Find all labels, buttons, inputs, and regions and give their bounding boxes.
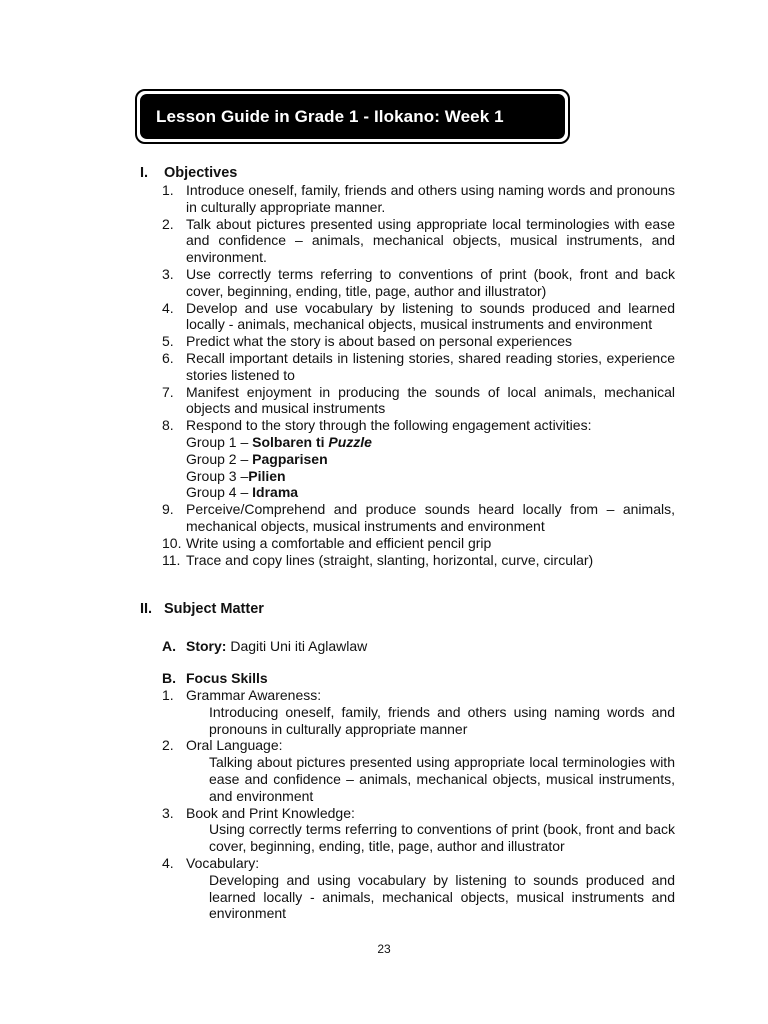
group-name-italic: Puzzle: [328, 433, 372, 450]
story-line: [162, 638, 675, 655]
skill-item: [162, 737, 675, 754]
item-text: Respond to the story through the following engagement activities:: [186, 417, 592, 434]
item-text: Introduce oneself, family, friends and others using naming words and pronouns in culturally appropriate manner.: [186, 182, 675, 215]
list-item: [162, 300, 675, 334]
list-item: [162, 350, 675, 384]
skill-description: Developing and using vocabulary by listening to sounds produced and learned locally - animals, mechanical objects, musical instruments and environment: [209, 871, 675, 922]
item-text: Predict what the story is about based on personal experiences: [186, 333, 573, 350]
group-activity: [162, 434, 675, 451]
page-title: Lesson Guide in Grade 1 - Ilokano: Week 1: [140, 94, 565, 139]
list-item: [162, 417, 675, 434]
item-text: Write using a comfortable and efficient pencil grip: [186, 534, 492, 551]
section-title: Objectives: [164, 165, 238, 181]
section-numeral: I.: [140, 165, 149, 181]
skill-name: Vocabulary:: [186, 854, 260, 871]
skill-description: Talking about pictures presented using appropriate local terminologies with ease and confidence – animals, mechanical objects, musical instruments, and environment: [209, 754, 675, 804]
subsection-letter: A.: [162, 638, 176, 654]
focus-skills-section: [162, 670, 675, 922]
skill-description: Introducing oneself, family, friends and others using naming words and pronouns in culturally appropriate manner: [209, 703, 675, 737]
focus-skills-heading: [162, 670, 675, 687]
skill-name: Book and Print Knowledge:: [186, 804, 355, 821]
skill-name: Oral Language:: [186, 737, 283, 754]
group-activity: [162, 468, 675, 485]
group-name: Pagparisen: [252, 450, 328, 467]
group-label: Group 3 –: [186, 467, 249, 484]
group-activity: [162, 451, 675, 468]
skill-item: [162, 855, 675, 872]
group-activity: [162, 484, 675, 501]
list-item: [162, 333, 675, 350]
list-item: [162, 266, 675, 300]
story-label: Story:: [186, 638, 227, 654]
objectives-heading: [140, 165, 237, 181]
group-label: Group 2 –: [186, 450, 253, 467]
list-item: [162, 182, 675, 216]
item-text: Trace and copy lines (straight, slanting, horizontal, curve, circular): [186, 551, 594, 568]
item-text: Develop and use vocabulary by listening to sounds produced and learned locally - animals, mechanical objects, musical instruments and environment: [186, 299, 675, 333]
item-number: 11.: [162, 551, 181, 568]
item-text: Perceive/Comprehend and produce sounds heard locally from – animals, mechanical objects, musical instruments and environment: [186, 501, 675, 534]
item-number: 3.: [162, 804, 174, 821]
list-item: [162, 501, 675, 535]
item-number: 4.: [162, 299, 174, 316]
item-text: Recall important details in listening stories, shared reading stories, experience stories listened to: [186, 349, 675, 383]
subsection-title: Focus Skills: [186, 670, 268, 686]
skill-item: [162, 687, 675, 704]
section-numeral: II.: [140, 601, 153, 617]
item-number: 2.: [162, 737, 174, 754]
item-number: 3.: [162, 265, 174, 282]
story-title: Dagiti Uni iti Aglawlaw: [230, 638, 368, 654]
skill-name: Grammar Awareness:: [186, 687, 322, 703]
list-item: [162, 216, 675, 266]
group-name: Pilien: [248, 467, 286, 484]
item-text: Manifest enjoyment in producing the sounds of local animals, mechanical objects and musical instruments: [186, 383, 675, 417]
item-number: 7.: [162, 383, 174, 400]
page-number: 23: [377, 942, 391, 956]
item-number: 6.: [162, 349, 174, 366]
item-number: 5.: [162, 333, 174, 350]
skill-description: Using correctly terms referring to conventions of print (book, front and back cover, beginning, ending, title, page, author and illustrator: [209, 821, 675, 855]
subsection-letter: B.: [162, 670, 176, 686]
group-name: Idrama: [252, 484, 299, 501]
list-item: [162, 384, 675, 418]
list-item: [162, 552, 675, 569]
item-text: Talk about pictures presented using appropriate local terminologies with ease and confidence – animals, mechanical objects, musical instruments, and environment.: [186, 215, 675, 266]
item-number: 1.: [162, 182, 174, 198]
item-text: Use correctly terms referring to conventions of print (book, front and back cover, beginning, ending, title, page, author and illustrator): [186, 265, 675, 299]
group-label: Group 1 –: [186, 433, 253, 450]
title-box: [135, 89, 570, 144]
subject-matter-heading: [140, 601, 264, 617]
item-number: 2.: [162, 215, 174, 232]
item-number: 10.: [162, 534, 182, 551]
item-number: 1.: [162, 687, 174, 703]
skill-item: [162, 805, 675, 822]
list-item: [162, 535, 675, 552]
group-name: Solbaren ti: [252, 433, 329, 450]
item-number: 8.: [162, 417, 174, 434]
section-title: Subject Matter: [164, 601, 264, 617]
group-label: Group 4 –: [186, 484, 253, 501]
objectives-list: [162, 182, 675, 568]
item-number: 4.: [162, 854, 174, 871]
item-number: 9.: [162, 501, 174, 518]
